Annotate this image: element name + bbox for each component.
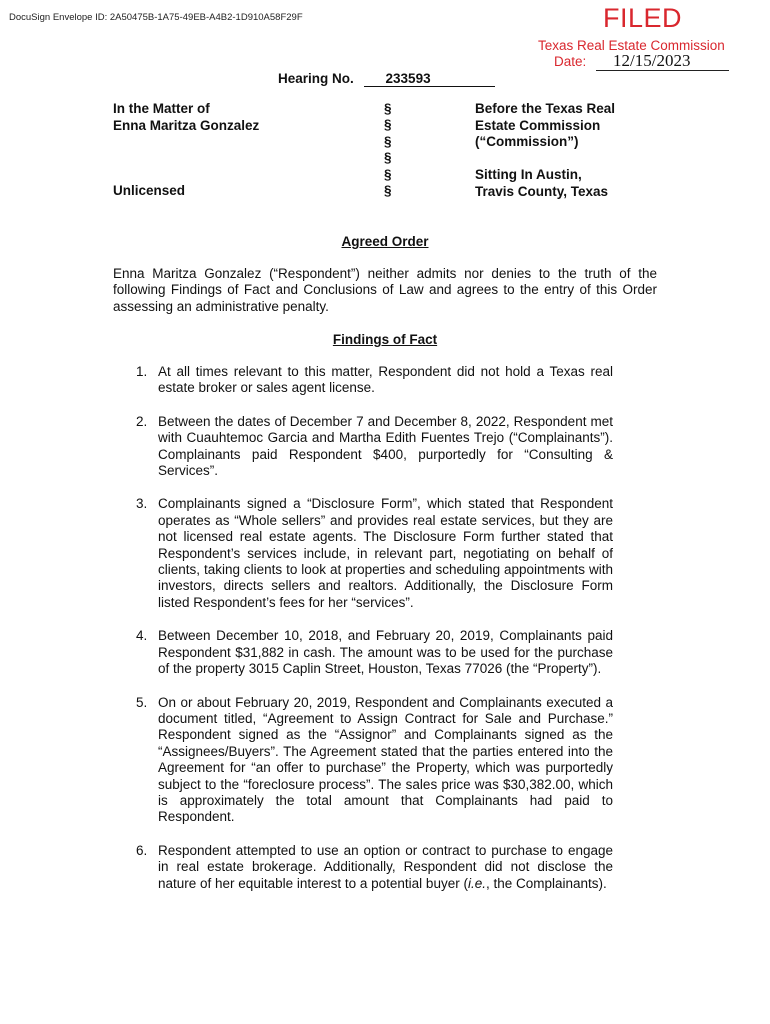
- finding-text-part: , the Complainants).: [485, 875, 607, 891]
- section-symbol-column: [384, 101, 392, 199]
- section-symbol: §: [384, 150, 392, 166]
- caption-tribunal: [475, 101, 615, 151]
- section-symbol: §: [384, 133, 392, 149]
- finding-item: [113, 843, 613, 892]
- caption-respondent-name: Enna Maritza Gonzalez: [113, 117, 260, 133]
- caption-tribunal-line: Estate Commission: [475, 117, 601, 133]
- caption-location-line: Travis County, Texas: [475, 183, 609, 199]
- finding-text: Between the dates of December 7 and December 8, 2022, Respondent met with Cuauhtemoc Garcia and Martha Edith Fuentes Trejo (“Complainants”). Complainants paid Respondent $400, purportedly for “Consulting & Services”.: [158, 413, 613, 479]
- finding-text: [158, 843, 613, 891]
- finding-item: [113, 414, 613, 480]
- section-symbol: §: [384, 117, 392, 133]
- finding-item: [113, 695, 613, 826]
- finding-item: [113, 628, 613, 677]
- docusign-envelope-id: DocuSign Envelope ID: 2A50475B-1A75-49EB-A4B2-1D910A58F29F: [9, 12, 303, 23]
- finding-number: 1.: [136, 364, 148, 379]
- caption-status: Unlicensed: [113, 183, 186, 198]
- filed-stamp-title: FILED: [603, 3, 683, 33]
- caption-location: [475, 167, 608, 200]
- hearing-number-value: 233593: [364, 71, 495, 87]
- filed-date-label: Date:: [554, 54, 587, 69]
- finding-text-part: Respondent attempted to use an option or contract to purchase to engage in real estate brokerage. Additionally, Respondent did not disclose the nature of her equitable interest to a potential buyer (: [158, 842, 613, 891]
- finding-text: Between December 10, 2018, and February 20, 2019, Complainants paid Respondent $31,882 in cash. The amount was to be used for the purchase of the property 3015 Caplin Street, Houston, Texas 77026 (the “Property”).: [158, 628, 613, 677]
- caption-location-line: Sitting In Austin,: [475, 167, 582, 182]
- intro-paragraph: Enna Maritza Gonzalez (“Respondent”) neither admits nor denies to the truth of the following Findings of Fact and Conclusions of Law and agrees to the entry of this Order assessing an administrative penalty.: [113, 266, 657, 314]
- filed-stamp-date: [554, 51, 691, 70]
- finding-number: 4.: [136, 628, 148, 644]
- order-title: Agreed Order: [341, 234, 429, 249]
- section-symbol: §: [384, 166, 392, 182]
- filed-stamp-commission: Texas Real Estate Commission: [538, 38, 725, 53]
- finding-text: At all times relevant to this matter, Respondent did not hold a Texas real estate broker or sales agent license.: [158, 364, 613, 396]
- caption-matter: [113, 101, 259, 134]
- findings-list: [113, 364, 613, 892]
- findings-heading: Findings of Fact: [332, 332, 438, 347]
- caption-tribunal-line: (“Commission”): [475, 134, 579, 149]
- finding-text: On or about February 20, 2019, Respondent and Complainants executed a document titled, “Agreement to Assign Contract for Sale and Purchase.” Respondent signed as the “Assignor” and Complainants signed as the “Assignees/Buyers”. The Agreement stated that the parties entered into the Agreement for “an offer to purchase” the Property, which was purportedly subject to the “foreclosure process”. The sales price was $30,382.00, which is approximately the total amount that Complainants had paid to Respondent.: [158, 694, 613, 825]
- filed-date-value: 12/15/2023: [613, 51, 691, 70]
- finding-text-italic: i.e.: [467, 875, 486, 891]
- hearing-label: Hearing No.: [278, 71, 354, 86]
- finding-text: Complainants signed a “Disclosure Form”, which stated that Respondent operates as “Whole sellers” and provides real estate services, but they are not licensed real estate agents. The Disclosure Form further stated that Respondent’s services include, in relevant part, negotiating on behalf of clients, taking clients to look at properties and scheduling appointments with investors, directs sellers and realtors. Additionally, the Disclosure Form listed Respondent’s fees for her “services”.: [158, 496, 613, 610]
- finding-number: 3.: [136, 496, 148, 512]
- section-symbol: §: [384, 101, 392, 116]
- hearing-number: [278, 71, 495, 87]
- finding-number: 5.: [136, 694, 148, 710]
- finding-number: 2.: [136, 413, 148, 429]
- caption-tribunal-line: Before the Texas Real: [475, 101, 616, 116]
- section-symbol: §: [384, 183, 392, 199]
- finding-item: [113, 364, 613, 397]
- caption-matter-label: In the Matter of: [113, 101, 210, 116]
- finding-number: 6.: [136, 842, 148, 858]
- finding-item: [113, 496, 613, 611]
